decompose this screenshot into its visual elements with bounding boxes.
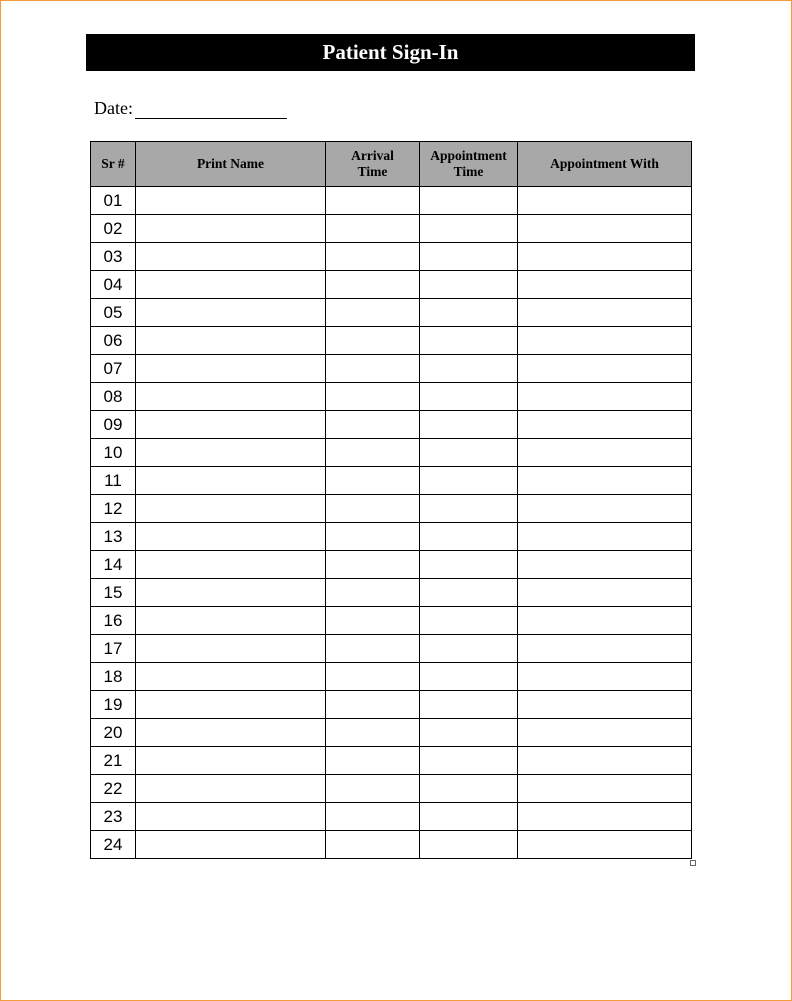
sr-number-cell: 24	[91, 831, 136, 859]
table-row	[91, 579, 692, 607]
sign-in-table	[90, 141, 692, 859]
arrival-time-cell[interactable]	[326, 607, 420, 635]
table-row	[91, 803, 692, 831]
print-name-cell[interactable]	[136, 187, 326, 215]
print-name-cell[interactable]	[136, 691, 326, 719]
sr-number-cell: 18	[91, 663, 136, 691]
appointment-time-cell[interactable]	[420, 439, 518, 467]
table-row	[91, 831, 692, 859]
arrival-time-cell[interactable]	[326, 355, 420, 383]
table-row	[91, 187, 692, 215]
appointment-with-cell[interactable]	[518, 551, 692, 579]
arrival-time-cell[interactable]	[326, 775, 420, 803]
date-label: Date:	[94, 98, 133, 118]
appointment-time-cell[interactable]	[420, 747, 518, 775]
arrival-time-cell[interactable]	[326, 439, 420, 467]
table-row	[91, 719, 692, 747]
appointment-time-cell[interactable]	[420, 551, 518, 579]
print-name-cell[interactable]	[136, 831, 326, 859]
appointment-time-cell[interactable]	[420, 719, 518, 747]
appointment-time-cell[interactable]	[420, 523, 518, 551]
appointment-time-cell[interactable]	[420, 299, 518, 327]
appointment-with-cell[interactable]	[518, 383, 692, 411]
table-resize-handle[interactable]	[690, 860, 696, 866]
appointment-time-cell[interactable]	[420, 411, 518, 439]
print-name-cell[interactable]	[136, 579, 326, 607]
appointment-with-cell[interactable]	[518, 831, 692, 859]
arrival-time-cell[interactable]	[326, 747, 420, 775]
arrival-time-cell[interactable]	[326, 271, 420, 299]
header-sr: Sr #	[91, 142, 136, 187]
print-name-cell[interactable]	[136, 635, 326, 663]
table-row	[91, 635, 692, 663]
table-row	[91, 383, 692, 411]
appointment-time-cell[interactable]	[420, 383, 518, 411]
appointment-with-cell[interactable]	[518, 467, 692, 495]
appointment-with-cell[interactable]	[518, 775, 692, 803]
sr-number-cell: 09	[91, 411, 136, 439]
appointment-with-cell[interactable]	[518, 187, 692, 215]
page-title	[86, 34, 695, 71]
print-name-cell[interactable]	[136, 551, 326, 579]
print-name-cell[interactable]	[136, 775, 326, 803]
appointment-time-cell[interactable]	[420, 327, 518, 355]
arrival-time-cell[interactable]	[326, 635, 420, 663]
appointment-time-cell[interactable]	[420, 187, 518, 215]
print-name-cell[interactable]	[136, 327, 326, 355]
sr-number-cell: 14	[91, 551, 136, 579]
appointment-with-cell[interactable]	[518, 495, 692, 523]
print-name-cell[interactable]	[136, 439, 326, 467]
appointment-time-cell[interactable]	[420, 495, 518, 523]
sr-number-cell: 10	[91, 439, 136, 467]
print-name-cell[interactable]	[136, 243, 326, 271]
appointment-time-cell[interactable]	[420, 691, 518, 719]
sr-number-cell: 22	[91, 775, 136, 803]
arrival-time-cell[interactable]	[326, 187, 420, 215]
table-row	[91, 495, 692, 523]
sr-number-cell: 03	[91, 243, 136, 271]
sr-number-cell: 07	[91, 355, 136, 383]
table-row	[91, 467, 692, 495]
appointment-with-cell[interactable]	[518, 803, 692, 831]
arrival-time-cell[interactable]	[326, 327, 420, 355]
arrival-time-cell[interactable]	[326, 663, 420, 691]
arrival-time-cell[interactable]	[326, 383, 420, 411]
table-row	[91, 299, 692, 327]
appointment-time-cell[interactable]	[420, 831, 518, 859]
table-row	[91, 215, 692, 243]
print-name-cell[interactable]	[136, 271, 326, 299]
date-field[interactable]	[135, 100, 287, 119]
header-appointment-with: Appointment With	[518, 142, 692, 187]
sr-number-cell: 15	[91, 579, 136, 607]
table-row	[91, 271, 692, 299]
appointment-with-cell[interactable]	[518, 355, 692, 383]
print-name-cell[interactable]	[136, 299, 326, 327]
table-row	[91, 327, 692, 355]
sr-number-cell: 11	[91, 467, 136, 495]
sr-number-cell: 04	[91, 271, 136, 299]
sr-number-cell: 23	[91, 803, 136, 831]
arrival-time-cell[interactable]	[326, 495, 420, 523]
table-row	[91, 747, 692, 775]
table-row	[91, 663, 692, 691]
arrival-time-cell[interactable]	[326, 803, 420, 831]
appointment-with-cell[interactable]	[518, 691, 692, 719]
table-row	[91, 691, 692, 719]
arrival-time-cell[interactable]	[326, 551, 420, 579]
table-row	[91, 411, 692, 439]
title-text: Patient Sign-In	[322, 40, 459, 64]
appointment-time-cell[interactable]	[420, 467, 518, 495]
arrival-time-cell[interactable]	[326, 299, 420, 327]
table-row	[91, 439, 692, 467]
sr-number-cell: 16	[91, 607, 136, 635]
print-name-cell[interactable]	[136, 747, 326, 775]
appointment-time-cell[interactable]	[420, 635, 518, 663]
appointment-time-cell[interactable]	[420, 803, 518, 831]
sr-number-cell: 12	[91, 495, 136, 523]
arrival-time-cell[interactable]	[326, 831, 420, 859]
arrival-time-cell[interactable]	[326, 523, 420, 551]
print-name-cell[interactable]	[136, 467, 326, 495]
appointment-with-cell[interactable]	[518, 243, 692, 271]
appointment-with-cell[interactable]	[518, 635, 692, 663]
arrival-time-cell[interactable]	[326, 411, 420, 439]
print-name-cell[interactable]	[136, 719, 326, 747]
print-name-cell[interactable]	[136, 411, 326, 439]
appointment-with-cell[interactable]	[518, 719, 692, 747]
table-row	[91, 607, 692, 635]
sr-number-cell: 01	[91, 187, 136, 215]
print-name-cell[interactable]	[136, 495, 326, 523]
sr-number-cell: 05	[91, 299, 136, 327]
print-name-cell[interactable]	[136, 215, 326, 243]
appointment-with-cell[interactable]	[518, 215, 692, 243]
appointment-time-cell[interactable]	[420, 355, 518, 383]
print-name-cell[interactable]	[136, 523, 326, 551]
print-name-cell[interactable]	[136, 383, 326, 411]
sr-number-cell: 17	[91, 635, 136, 663]
header-print-name: Print Name	[136, 142, 326, 187]
appointment-with-cell[interactable]	[518, 299, 692, 327]
appointment-with-cell[interactable]	[518, 411, 692, 439]
header-arrival-time: Arrival Time	[326, 142, 420, 187]
arrival-time-cell[interactable]	[326, 691, 420, 719]
print-name-cell[interactable]	[136, 803, 326, 831]
arrival-time-cell[interactable]	[326, 215, 420, 243]
sr-number-cell: 06	[91, 327, 136, 355]
sr-number-cell: 13	[91, 523, 136, 551]
appointment-with-cell[interactable]	[518, 607, 692, 635]
appointment-with-cell[interactable]	[518, 271, 692, 299]
appointment-with-cell[interactable]	[518, 523, 692, 551]
sr-number-cell: 02	[91, 215, 136, 243]
appointment-with-cell[interactable]	[518, 747, 692, 775]
table-row	[91, 551, 692, 579]
header-appointment-time: Appointment Time	[420, 142, 518, 187]
appointment-with-cell[interactable]	[518, 327, 692, 355]
appointment-with-cell[interactable]	[518, 579, 692, 607]
table-row	[91, 523, 692, 551]
date-row	[94, 98, 287, 119]
table-row	[91, 243, 692, 271]
sr-number-cell: 21	[91, 747, 136, 775]
appointment-time-cell[interactable]	[420, 579, 518, 607]
table-header-row	[91, 142, 692, 187]
appointment-time-cell[interactable]	[420, 663, 518, 691]
arrival-time-cell[interactable]	[326, 467, 420, 495]
arrival-time-cell[interactable]	[326, 719, 420, 747]
table-row	[91, 775, 692, 803]
appointment-time-cell[interactable]	[420, 607, 518, 635]
appointment-time-cell[interactable]	[420, 775, 518, 803]
sr-number-cell: 19	[91, 691, 136, 719]
sr-number-cell: 20	[91, 719, 136, 747]
print-name-cell[interactable]	[136, 607, 326, 635]
appointment-time-cell[interactable]	[420, 215, 518, 243]
appointment-with-cell[interactable]	[518, 439, 692, 467]
appointment-with-cell[interactable]	[518, 663, 692, 691]
print-name-cell[interactable]	[136, 355, 326, 383]
appointment-time-cell[interactable]	[420, 271, 518, 299]
sr-number-cell: 08	[91, 383, 136, 411]
arrival-time-cell[interactable]	[326, 579, 420, 607]
table-row	[91, 355, 692, 383]
appointment-time-cell[interactable]	[420, 243, 518, 271]
print-name-cell[interactable]	[136, 663, 326, 691]
arrival-time-cell[interactable]	[326, 243, 420, 271]
